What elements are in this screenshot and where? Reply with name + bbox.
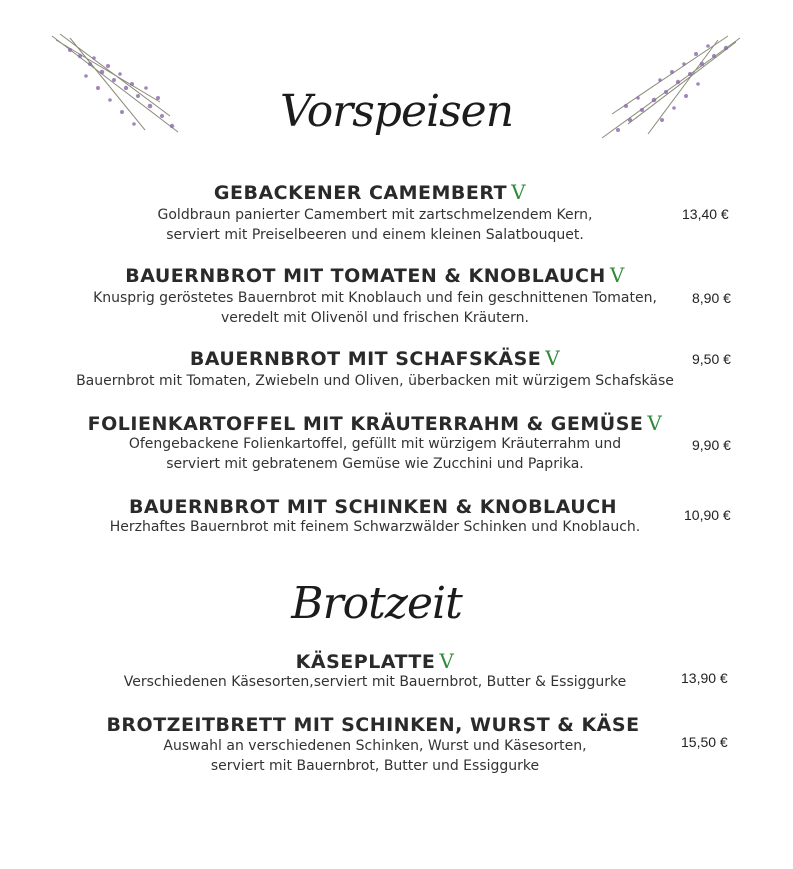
menu-item-name: [0, 712, 750, 736]
item-name-text: BROTZEITBRETT MIT SCHINKEN, WURST & KÄSE: [106, 714, 640, 736]
menu-item-name: [0, 180, 740, 204]
menu-item-price: 13,90 €: [681, 670, 728, 686]
description-line: Auswahl an verschiedenen Schinken, Wurst und Käsesorten,: [163, 738, 587, 754]
vegetarian-mark: V: [647, 411, 663, 435]
item-name-text: BAUERNBROT MIT SCHAFSKÄSE: [189, 348, 542, 370]
vegetarian-mark: V: [545, 346, 561, 370]
description-line: Herzhaftes Bauernbrot mit feinem Schwarzwälder Schinken und Knoblauch.: [109, 519, 641, 535]
menu-item-description: [0, 371, 750, 391]
description-line: serviert mit Bauernbrot, Butter und Essiggurke: [210, 758, 540, 774]
menu-item-price: 10,90 €: [684, 507, 731, 523]
menu-item-description: [0, 288, 750, 328]
menu-item-price: 15,50 €: [681, 734, 728, 750]
menu-item-description: [0, 672, 750, 692]
section-title-vorspeisen: Vorspeisen: [279, 86, 514, 137]
vegetarian-mark: V: [609, 263, 625, 287]
vegetarian-mark: V: [439, 649, 455, 673]
menu-item-name: [0, 411, 750, 435]
description-line: serviert mit gebratenem Gemüse wie Zucchini und Paprika.: [166, 456, 584, 472]
description-line: Goldbraun panierter Camembert mit zartschmelzendem Kern,: [157, 207, 593, 223]
item-name-text: GEBACKENER CAMEMBERT: [213, 182, 508, 204]
description-line: Bauernbrot mit Tomaten, Zwiebeln und Oliven, überbacken mit würzigem Schafskäse: [76, 373, 674, 389]
menu-item-name: [0, 494, 750, 518]
menu-item-description: [0, 434, 750, 474]
description-line: Verschiedenen Käsesorten,serviert mit Bauernbrot, Butter & Essiggurke: [123, 674, 627, 690]
vegetarian-mark: V: [511, 180, 527, 204]
menu-item-price: 8,90 €: [692, 290, 731, 306]
item-name-text: FOLIENKARTOFFEL MIT KRÄUTERRAHM & GEMÜSE: [87, 413, 644, 435]
menu-item-price: 9,50 €: [692, 351, 731, 367]
item-name-text: BAUERNBROT MIT SCHINKEN & KNOBLAUCH: [128, 496, 618, 518]
section-title-brotzeit: Brotzeit: [291, 578, 462, 629]
menu-item-name: [0, 649, 750, 673]
description-line: veredelt mit Olivenöl und frischen Kräutern.: [220, 310, 529, 326]
item-name-text: KÄSEPLATTE: [295, 651, 436, 673]
menu-item-price: 9,90 €: [692, 437, 731, 453]
menu-item-description: [0, 736, 750, 776]
menu-item-description: [0, 205, 750, 245]
menu-item-name: [0, 346, 750, 370]
description-line: Knusprig geröstetes Bauernbrot mit Knoblauch und fein geschnittenen Tomaten,: [93, 290, 657, 306]
menu-item-name: [0, 263, 750, 287]
description-line: Ofengebackene Folienkartoffel, gefüllt mit würzigem Kräuterrahm und: [128, 436, 622, 452]
description-line: serviert mit Preiselbeeren und einem kleinen Salatbouquet.: [166, 227, 584, 243]
menu-item-price: 13,40 €: [682, 206, 729, 222]
menu-item-description: [0, 517, 750, 537]
item-name-text: BAUERNBROT MIT TOMATEN & KNOBLAUCH: [125, 265, 606, 287]
